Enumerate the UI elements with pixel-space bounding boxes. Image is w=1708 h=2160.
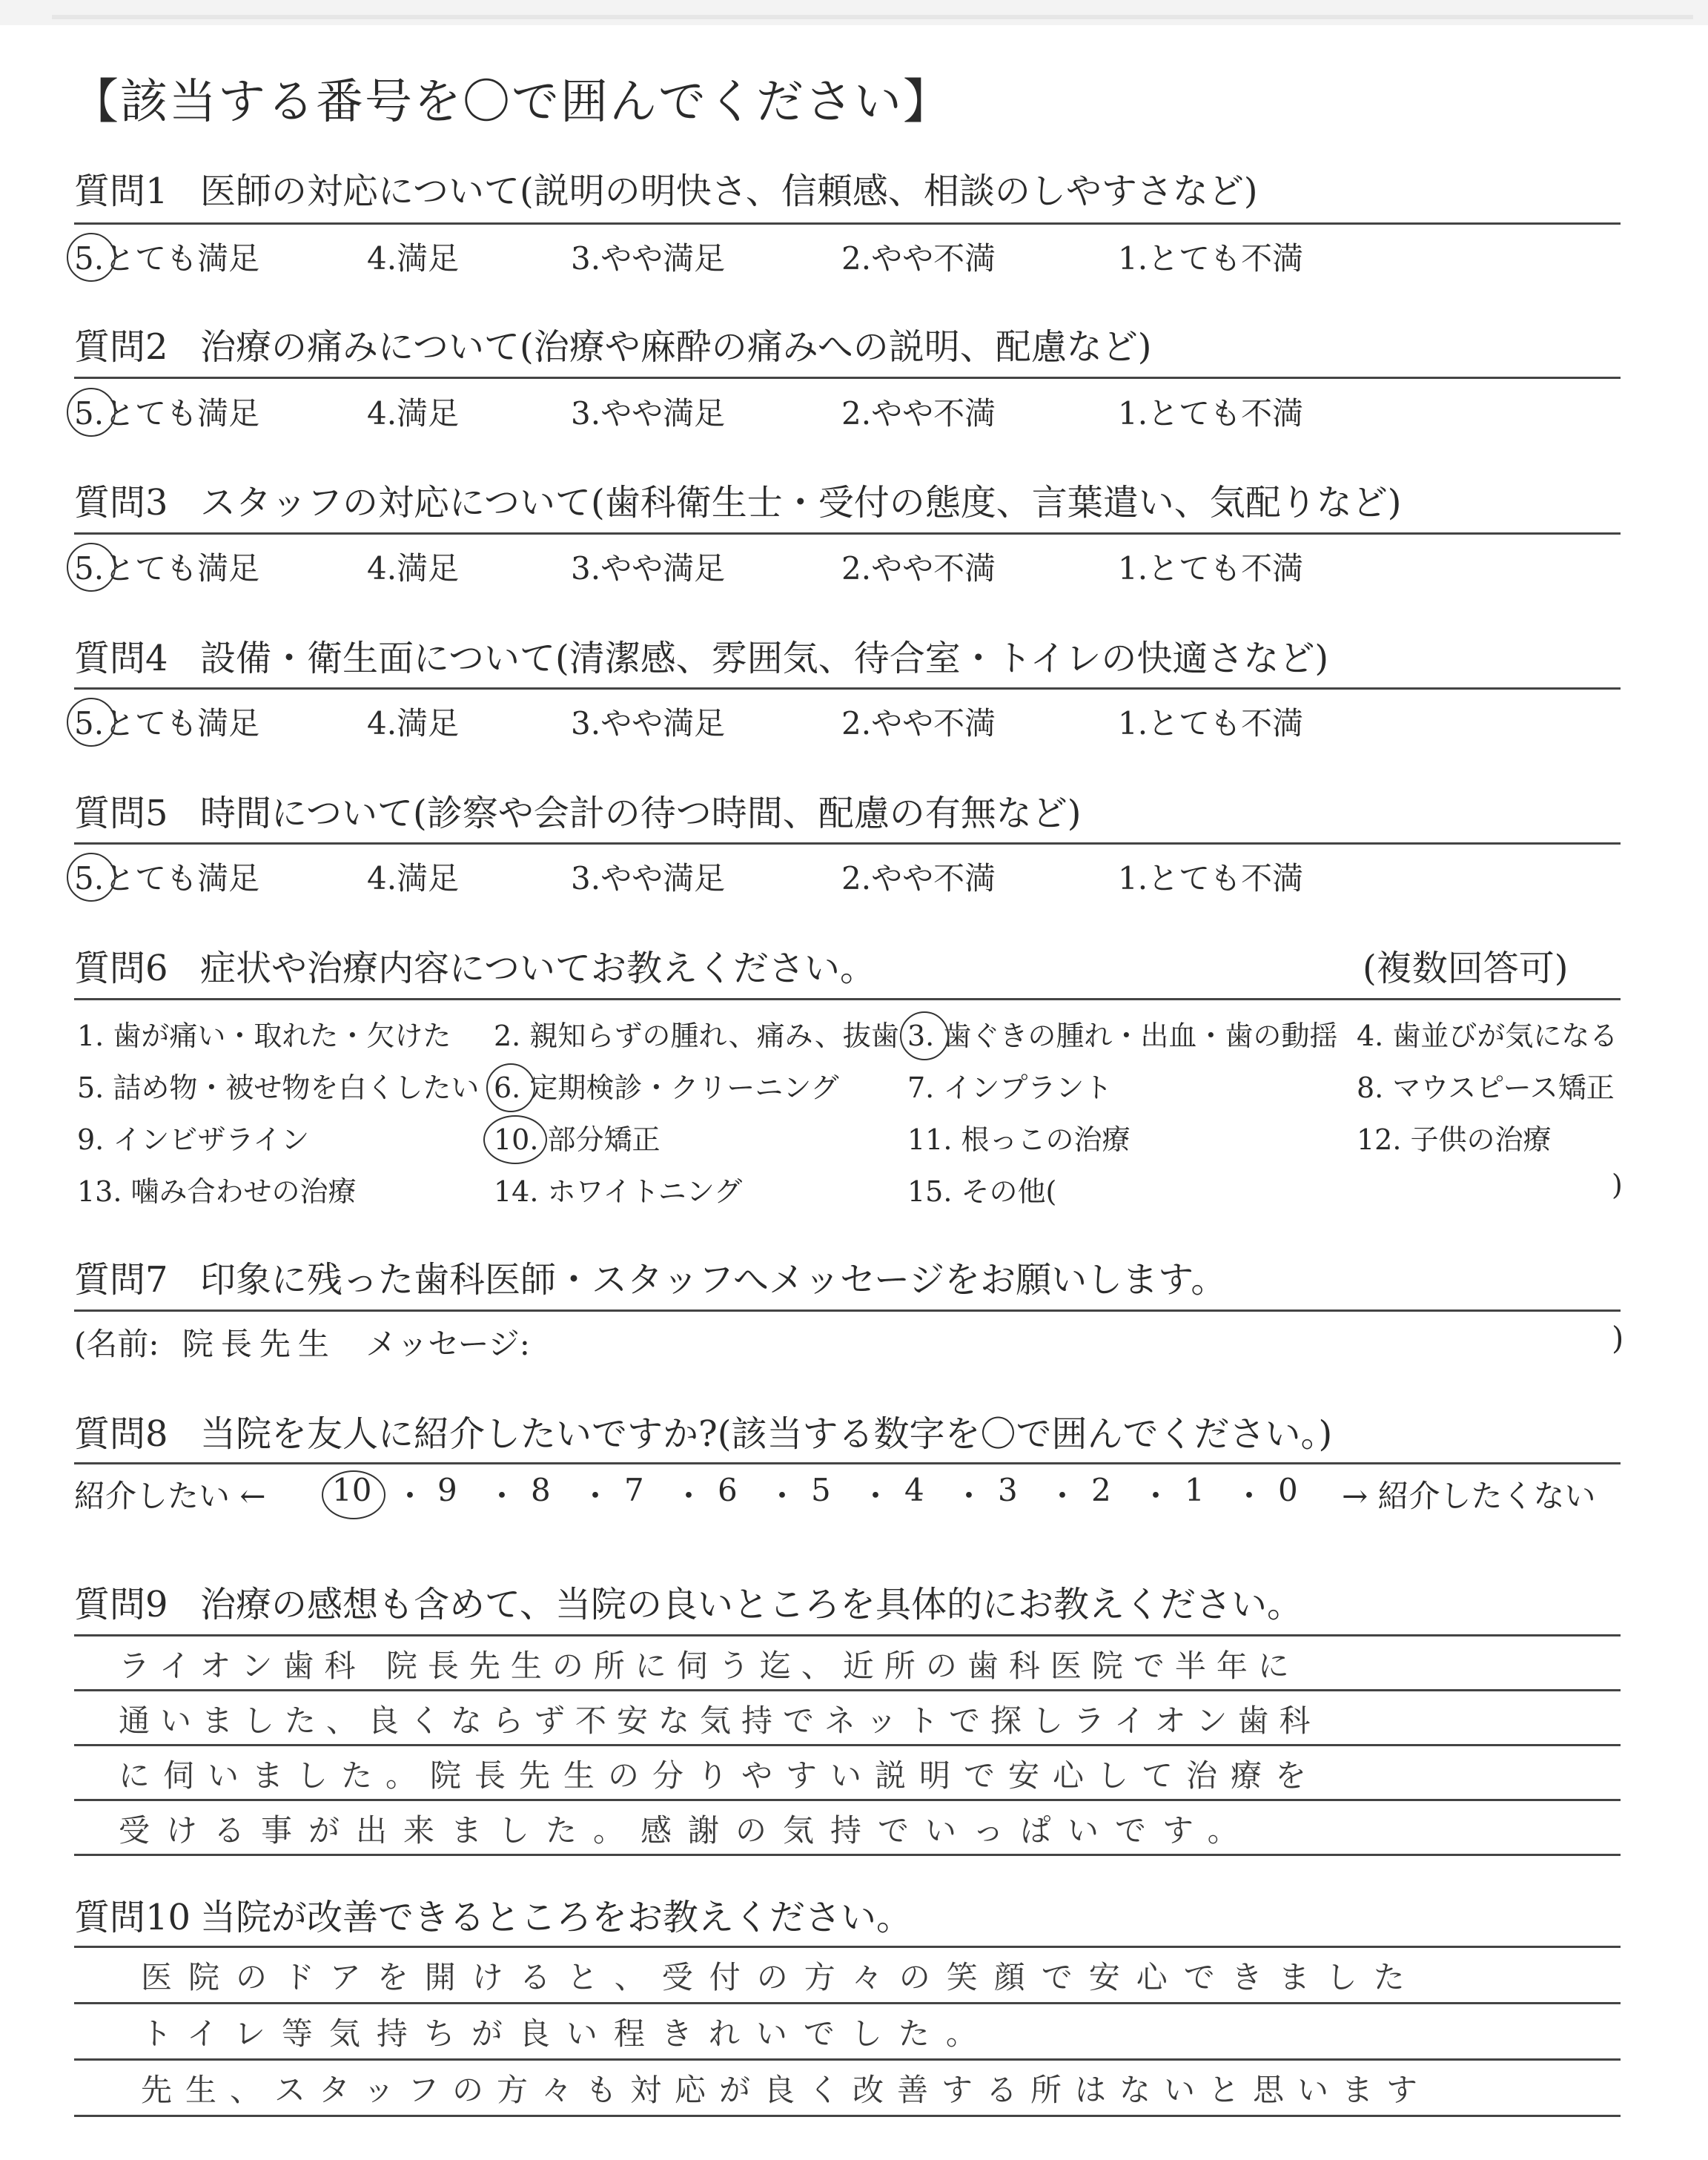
handwritten-answer-line-1: ライオン歯科 院長先生の所に伺う迄、近所の歯科医院で半年に [119, 1648, 1300, 1684]
question-9 [74, 1582, 1623, 1627]
option-2[interactable]: 2.やや不満 [841, 705, 996, 742]
symptom-option-3-selected[interactable]: 3. 歯ぐきの腫れ・出血・歯の動揺 [907, 1013, 1337, 1054]
scale-dot: ・ [1047, 1478, 1079, 1514]
scale-dot: ・ [486, 1478, 518, 1514]
question-3 [74, 480, 1623, 525]
scale-dot: ・ [1140, 1478, 1172, 1514]
option-5-selected[interactable]: 5.とても満足 [74, 544, 259, 589]
answer-line [74, 1634, 1621, 1636]
answer-line [74, 2115, 1621, 2117]
symptom-option-11[interactable]: 11. 根っこの治療 [907, 1123, 1131, 1156]
question-title: 治療の感想も含めて、当院の良いところを具体的にお教えください。 [200, 1584, 1303, 1625]
scale-1[interactable]: 1 [1185, 1472, 1205, 1508]
scale-9[interactable]: 9 [437, 1472, 457, 1508]
option-2[interactable]: 2.やや不満 [841, 550, 996, 587]
question-title: 時間について(診察や会計の待つ時間、配慮の有無など) [200, 793, 1082, 834]
answer-line [74, 1744, 1621, 1746]
option-3[interactable]: 3.やや満足 [571, 395, 726, 432]
scale-6[interactable]: 6 [718, 1472, 738, 1508]
rating-options-q1 [74, 234, 1623, 279]
question-title: 医師の対応について(説明の明快さ、信頼感、相談のしやすさなど) [200, 171, 1258, 212]
message-label: メッセージ: [365, 1326, 530, 1362]
option-2[interactable]: 2.やや不満 [841, 395, 996, 432]
question-2 [74, 325, 1623, 369]
symptom-option-4[interactable]: 4. 歯並びが気になる [1357, 1020, 1618, 1052]
answer-line [74, 1946, 1621, 1948]
option-5-selected[interactable]: 5.とても満足 [74, 699, 259, 744]
divider [74, 998, 1621, 1000]
option-4[interactable]: 4.満足 [367, 705, 460, 742]
multiple-answers-note: (複数回答可) [1363, 948, 1569, 989]
option-1[interactable]: 1.とても不満 [1118, 395, 1304, 432]
question-title: スタッフの対応について(歯科衛生士・受付の態度、言葉遣い、気配りなど) [200, 482, 1402, 524]
symptom-option-13[interactable]: 13. 噛み合わせの治療 [77, 1175, 357, 1208]
divider [74, 1309, 1621, 1312]
divider [74, 377, 1621, 379]
scale-dot: ・ [673, 1478, 705, 1514]
option-3[interactable]: 3.やや満足 [571, 240, 726, 277]
question-title: 当院を友人に紹介したいですか?(該当する数字を〇で囲んでください。) [200, 1413, 1333, 1455]
handwritten-answer-line-3: に伺いました。院長先生の分りやすい説明で安心して治療を [119, 1757, 1320, 1794]
handwritten-answer-line-2: トイレ等気持ちが良い程きれいでした。 [141, 2015, 993, 2052]
rating-options-q4 [74, 699, 1623, 744]
scale-dot: ・ [767, 1478, 798, 1514]
message-name-field[interactable] [74, 1320, 530, 1364]
recommend-right-label: → 紹介したくない [1342, 1478, 1596, 1514]
question-number: 質問7 [74, 1259, 168, 1301]
scale-dot: ・ [860, 1478, 892, 1514]
handwritten-answer-line-4: 受ける事が出来ました。感謝の気持でいっぱいです。 [119, 1812, 1255, 1849]
divider [74, 842, 1621, 845]
scale-dot: ・ [953, 1478, 985, 1514]
option-4[interactable]: 4.満足 [367, 395, 460, 432]
question-number: 質問9 [74, 1584, 168, 1625]
symptom-option-5[interactable]: 5. 詰め物・被せ物を白くしたい [77, 1071, 480, 1104]
scale-3[interactable]: 3 [998, 1472, 1018, 1508]
option-3[interactable]: 3.やや満足 [571, 860, 726, 896]
option-3[interactable]: 3.やや満足 [571, 705, 726, 742]
scan-top-edge [0, 0, 1708, 25]
answer-line [74, 1689, 1621, 1691]
handwritten-name: 院長先生 [182, 1326, 337, 1362]
rating-options-q2 [74, 389, 1623, 434]
question-5 [74, 791, 1623, 836]
option-4[interactable]: 4.満足 [367, 860, 460, 896]
divider [74, 532, 1621, 535]
scale-dot: ・ [394, 1478, 426, 1514]
symptom-option-2[interactable]: 2. 親知らずの腫れ、痛み、抜歯 [494, 1020, 899, 1052]
question-number: 質問2 [74, 326, 168, 368]
handwritten-answer-line-1: 医院のドアを開けると、受付の方々の笑顔で安心できました [141, 1959, 1421, 1995]
other-close-paren: ) [1612, 1169, 1623, 1201]
name-label: (名前: [74, 1326, 159, 1362]
question-number: 質問10 [74, 1897, 191, 1938]
symptom-option-1[interactable]: 1. 歯が痛い・取れた・欠けた [77, 1020, 451, 1052]
option-1[interactable]: 1.とても不満 [1118, 550, 1304, 587]
symptom-option-10-selected[interactable]: 10. 部分矯正 [494, 1117, 661, 1157]
rating-options-q3 [74, 544, 1623, 589]
answer-line [74, 2058, 1621, 2061]
scale-7[interactable]: 7 [624, 1472, 644, 1508]
option-2[interactable]: 2.やや不満 [841, 240, 996, 277]
option-1[interactable]: 1.とても不満 [1118, 240, 1304, 277]
scale-dot: ・ [1234, 1478, 1265, 1514]
rating-options-q5 [74, 854, 1623, 899]
symptom-option-15[interactable]: 15. その他( [907, 1175, 1057, 1208]
scale-0[interactable]: 0 [1278, 1472, 1298, 1508]
question-title: 症状や治療内容についてお教えください。 [200, 948, 876, 989]
scale-10-selected[interactable]: 10 [332, 1472, 372, 1508]
divider [74, 1462, 1621, 1464]
question-number: 質問4 [74, 638, 168, 679]
message-close-paren: ) [1612, 1320, 1624, 1356]
recommend-scale [74, 1472, 1623, 1516]
question-number: 質問8 [74, 1413, 168, 1455]
scale-5[interactable]: 5 [811, 1472, 831, 1508]
scale-dot: ・ [580, 1478, 612, 1514]
recommend-left-label: 紹介したい ← [74, 1478, 266, 1514]
option-1[interactable]: 1.とても不満 [1118, 705, 1304, 742]
option-1[interactable]: 1.とても不満 [1118, 860, 1304, 896]
symptom-options-grid [77, 1013, 1626, 1213]
question-number: 質問6 [74, 948, 168, 989]
symptom-option-8[interactable]: 8. マウスピース矯正 [1357, 1071, 1615, 1104]
symptom-option-12[interactable]: 12. 子供の治療 [1357, 1123, 1552, 1156]
question-number: 質問3 [74, 482, 168, 524]
scale-2[interactable]: 2 [1091, 1472, 1111, 1508]
handwritten-answer-line-2: 通いました、良くならず不安な気持でネットで探しライオン歯科 [119, 1702, 1321, 1739]
question-8 [74, 1412, 1623, 1456]
divider [74, 687, 1621, 690]
symptom-option-9[interactable]: 9. インビザライン [77, 1123, 310, 1156]
question-title: 治療の痛みについて(治療や麻酔の痛みへの説明、配慮など) [200, 326, 1152, 368]
question-title: 設備・衛生面について(清潔感、雰囲気、待合室・トイレの快適さなど) [200, 638, 1329, 679]
answer-line [74, 1799, 1621, 1801]
option-5-selected[interactable]: 5.とても満足 [74, 234, 259, 279]
symptom-option-6-selected[interactable]: 6. 定期検診・クリーニング [494, 1065, 839, 1106]
question-title: 印象に残った歯科医師・スタッフへメッセージをお願いします。 [200, 1259, 1227, 1301]
question-title: 当院が改善できるところをお教えください。 [200, 1897, 913, 1938]
option-3[interactable]: 3.やや満足 [571, 550, 726, 587]
question-1 [74, 169, 1623, 214]
answer-line [74, 1854, 1621, 1856]
option-4[interactable]: 4.満足 [367, 240, 460, 277]
question-7 [74, 1258, 1623, 1302]
question-number: 質問1 [74, 171, 168, 212]
option-4[interactable]: 4.満足 [367, 550, 460, 587]
page-heading: 【該当する番号を〇で囲んでください】 [71, 75, 952, 130]
question-10 [74, 1895, 1623, 1940]
symptom-option-14[interactable]: 14. ホワイトニング [494, 1175, 743, 1208]
option-5-selected[interactable]: 5.とても満足 [74, 389, 259, 434]
divider [74, 222, 1621, 225]
scale-4[interactable]: 4 [904, 1472, 924, 1508]
question-number: 質問5 [74, 793, 168, 834]
symptom-option-7[interactable]: 7. インプラント [907, 1071, 1113, 1104]
option-2[interactable]: 2.やや不満 [841, 860, 996, 896]
scale-8[interactable]: 8 [531, 1472, 551, 1508]
question-4 [74, 636, 1623, 681]
option-5-selected[interactable]: 5.とても満足 [74, 854, 259, 899]
handwritten-answer-line-3: 先生、スタッフの方々も対応が良く改善する所はないと思います [141, 2072, 1431, 2108]
answer-line [74, 2002, 1621, 2004]
